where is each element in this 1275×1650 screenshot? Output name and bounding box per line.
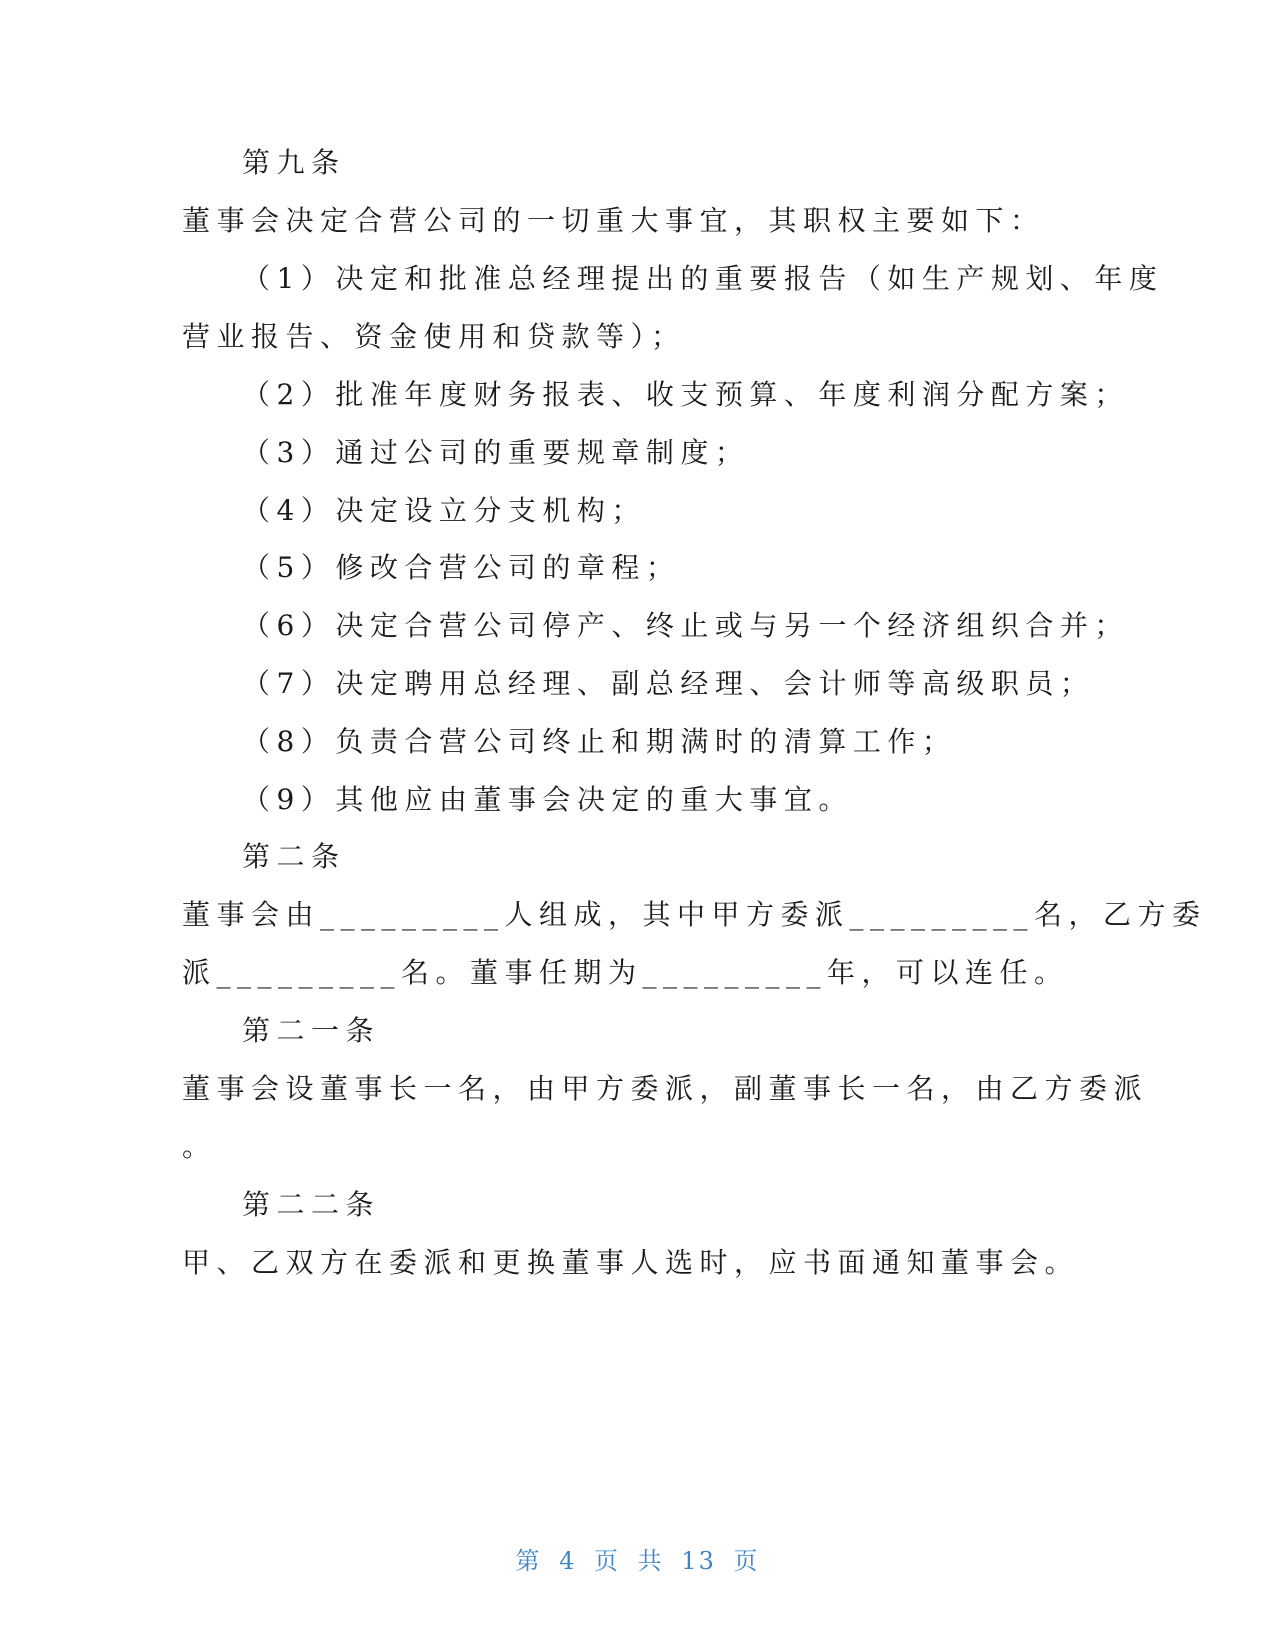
- list-item-9: （9）其他应由董事会决定的重大事宜。: [242, 783, 853, 816]
- list-item-1-continued: 营业报告、资金使用和贷款等）；: [182, 320, 686, 353]
- paragraph-line: 董事会决定合营公司的一切重大事宜，其职权主要如下：: [182, 204, 1045, 237]
- list-item-2: （2）批准年度财务报表、收支预算、年度利润分配方案；: [242, 378, 1129, 411]
- paragraph-line: 董事会由_________人组成，其中甲方委派_________名，乙方委: [182, 898, 1207, 931]
- paragraph-line: 董事会设董事长一名，由甲方委派，副董事长一名，由乙方委派: [182, 1072, 1149, 1105]
- article-heading-21: 第二一条: [242, 1014, 381, 1047]
- list-item-4: （4）决定设立分支机构；: [242, 494, 646, 527]
- paragraph-line: 。: [182, 1130, 217, 1163]
- paragraph-line: 甲、乙双方在委派和更换董事人选时，应书面通知董事会。: [182, 1246, 1080, 1279]
- list-item-7: （7）决定聘用总经理、副总经理、会计师等高级职员；: [242, 667, 1095, 700]
- article-heading-2: 第二条: [242, 840, 346, 873]
- list-item-1: （1）决定和批准总经理提出的重要报告（如生产规划、年度: [242, 262, 1164, 295]
- paragraph-line: 派_________名。董事任期为_________年，可以连任。: [182, 956, 1069, 989]
- list-item-8: （8）负责合营公司终止和期满时的清算工作；: [242, 725, 957, 758]
- list-item-6: （6）决定合营公司停产、终止或与另一个经济组织合并；: [242, 609, 1129, 642]
- list-item-5: （5）修改合营公司的章程；: [242, 551, 681, 584]
- list-item-3: （3）通过公司的重要规章制度；: [242, 436, 750, 469]
- article-heading-9: 第九条: [242, 146, 346, 179]
- page-number-footer: 第 4 页 共 13 页: [515, 1547, 760, 1575]
- article-heading-22: 第二二条: [242, 1188, 381, 1221]
